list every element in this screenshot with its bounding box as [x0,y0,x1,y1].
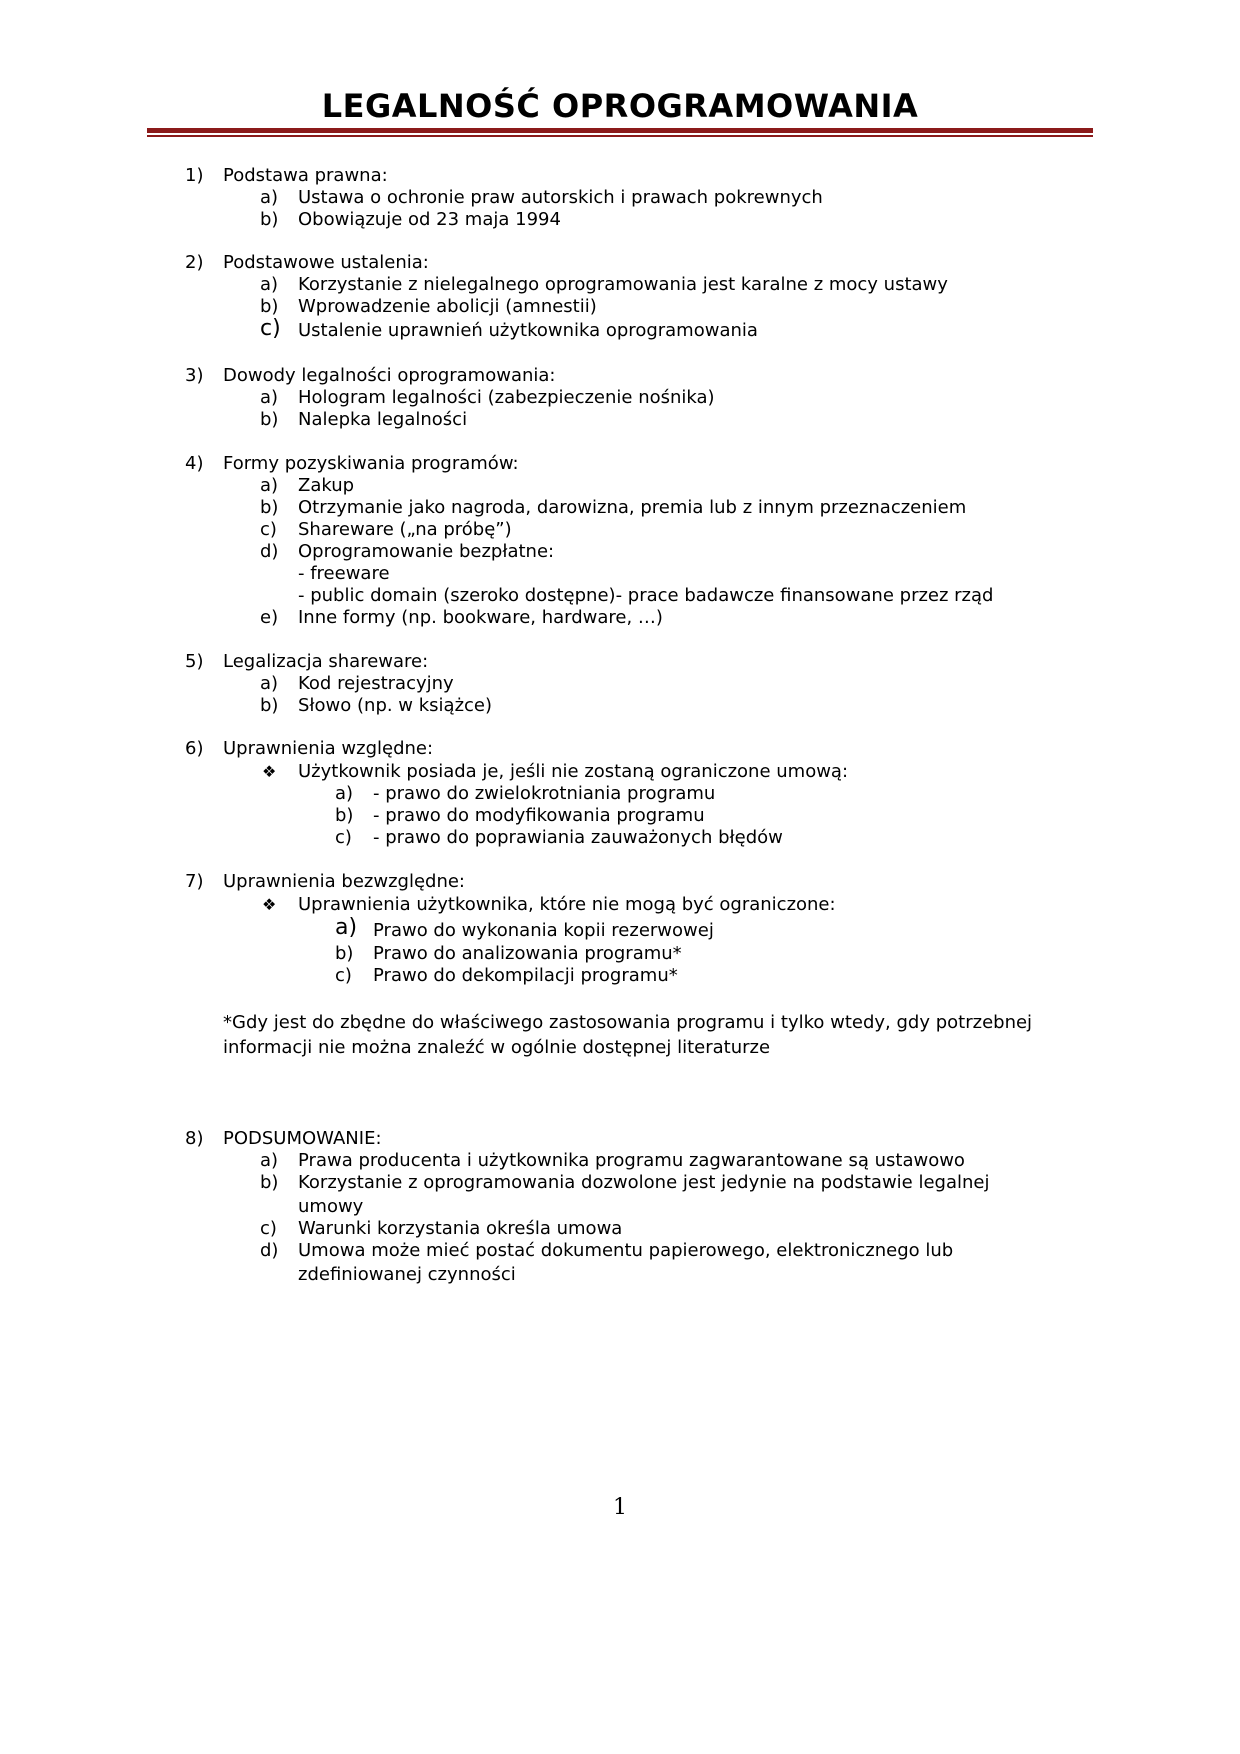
list-item: Prawo do dekompilacji programu* [373,965,678,986]
list-subitem: - freeware [298,563,390,584]
item-label: a) [260,387,279,408]
section-heading: Dowody legalności oprogramowania: [223,365,556,386]
list-item: Prawa producenta i użytkownika programu zagwarantowane są ustawowo [298,1150,965,1171]
section-heading: Formy pozyskiwania programów: [223,453,519,474]
list-item: Ustawa o ochronie praw autorskich i prawach pokrewnych [298,187,823,208]
list-item: Inne formy (np. bookware, hardware, …) [298,607,663,628]
item-label: b) [335,805,354,826]
section-number: 2) [185,252,204,273]
list-item: Ustalenie uprawnień użytkownika oprogramowania [298,320,758,341]
underline-thin [147,135,1093,137]
item-label: a) [260,1150,279,1171]
item-label: a) [260,187,279,208]
item-label: c) [335,965,352,986]
item-label: a) [335,915,358,940]
item-label: b) [260,1172,279,1193]
diamond-bullet-icon: ❖ [262,895,277,914]
section-number: 4) [185,453,204,474]
list-item: Shareware („na próbę”) [298,519,512,540]
list-item: - prawo do modyfikowania programu [373,805,705,826]
section-heading: Uprawnienia względne: [223,738,434,759]
list-item: Kod rejestracyjny [298,673,454,694]
section-number: 6) [185,738,204,759]
underline-thick [147,128,1093,133]
item-label: b) [260,409,279,430]
item-label: b) [260,296,279,317]
item-label: b) [260,209,279,230]
section-number: 8) [185,1128,204,1149]
item-label: d) [260,1240,279,1261]
section-heading: Legalizacja shareware: [223,651,429,672]
footnote: *Gdy jest do zbędne do właściwego zastosowania programu i tylko wtedy, gdy potrzebnej [223,1012,1033,1033]
list-item: - prawo do zwielokrotniania programu [373,783,716,804]
list-item: Słowo (np. w książce) [298,695,493,716]
list-item: Prawo do analizowania programu* [373,943,682,964]
list-item: Zakup [298,475,355,496]
list-item: Hologram legalności (zabezpieczenie nośnika) [298,387,715,408]
section-heading: PODSUMOWANIE: [223,1128,382,1149]
item-label: b) [260,695,279,716]
list-item: Nalepka legalności [298,409,468,430]
list-item: Korzystanie z oprogramowania dozwolone jest jedynie na podstawie legalnej [298,1172,990,1193]
list-item: Otrzymanie jako nagroda, darowizna, premia lub z innym przeznaczeniem [298,497,967,518]
footnote: informacji nie można znaleźć w ogólnie dostępnej literaturze [223,1037,771,1058]
bullet-text: Uprawnienia użytkownika, które nie mogą być ograniczone: [298,894,836,915]
item-label: b) [335,943,354,964]
page-title: LEGALNOŚĆ OPROGRAMOWANIA [321,87,919,125]
section-heading: Podstawa prawna: [223,165,388,186]
list-item: Wprowadzenie abolicji (amnestii) [298,296,597,317]
list-item: - prawo do poprawiania zauważonych błędów [373,827,783,848]
bullet-text: Użytkownik posiada je, jeśli nie zostaną ograniczone umową: [298,761,849,782]
section-heading: Podstawowe ustalenia: [223,252,429,273]
item-label: a) [260,274,279,295]
item-label: a) [335,783,354,804]
list-item: Oprogramowanie bezpłatne: [298,541,555,562]
item-label: d) [260,541,279,562]
item-label: c) [260,519,277,540]
title-underline [147,128,1093,138]
list-item: Umowa może mieć postać dokumentu papierowego, elektronicznego lub [298,1240,954,1261]
section-number: 3) [185,365,204,386]
section-heading: Uprawnienia bezwzględne: [223,871,465,892]
list-item: Obowiązuje od 23 maja 1994 [298,209,561,230]
section-number: 5) [185,651,204,672]
list-item: Korzystanie z nielegalnego oprogramowania jest karalne z mocy ustawy [298,274,948,295]
item-label: c) [335,827,352,848]
list-item: Prawo do wykonania kopii rezerwowej [373,920,714,941]
item-label: a) [260,673,279,694]
list-item-continuation: zdefiniowanej czynności [298,1264,516,1285]
diamond-bullet-icon: ❖ [262,762,277,781]
list-subitem: - public domain (szeroko dostępne)- prace badawcze finansowane przez rząd [298,585,994,606]
item-label: e) [260,607,279,628]
list-item-continuation: umowy [298,1196,364,1217]
item-label: c) [260,316,281,341]
list-item: Warunki korzystania określa umowa [298,1218,623,1239]
item-label: c) [260,1218,277,1239]
item-label: a) [260,475,279,496]
section-number: 1) [185,165,204,186]
item-label: b) [260,497,279,518]
section-number: 7) [185,871,204,892]
page-number: 1 [613,1495,627,1520]
